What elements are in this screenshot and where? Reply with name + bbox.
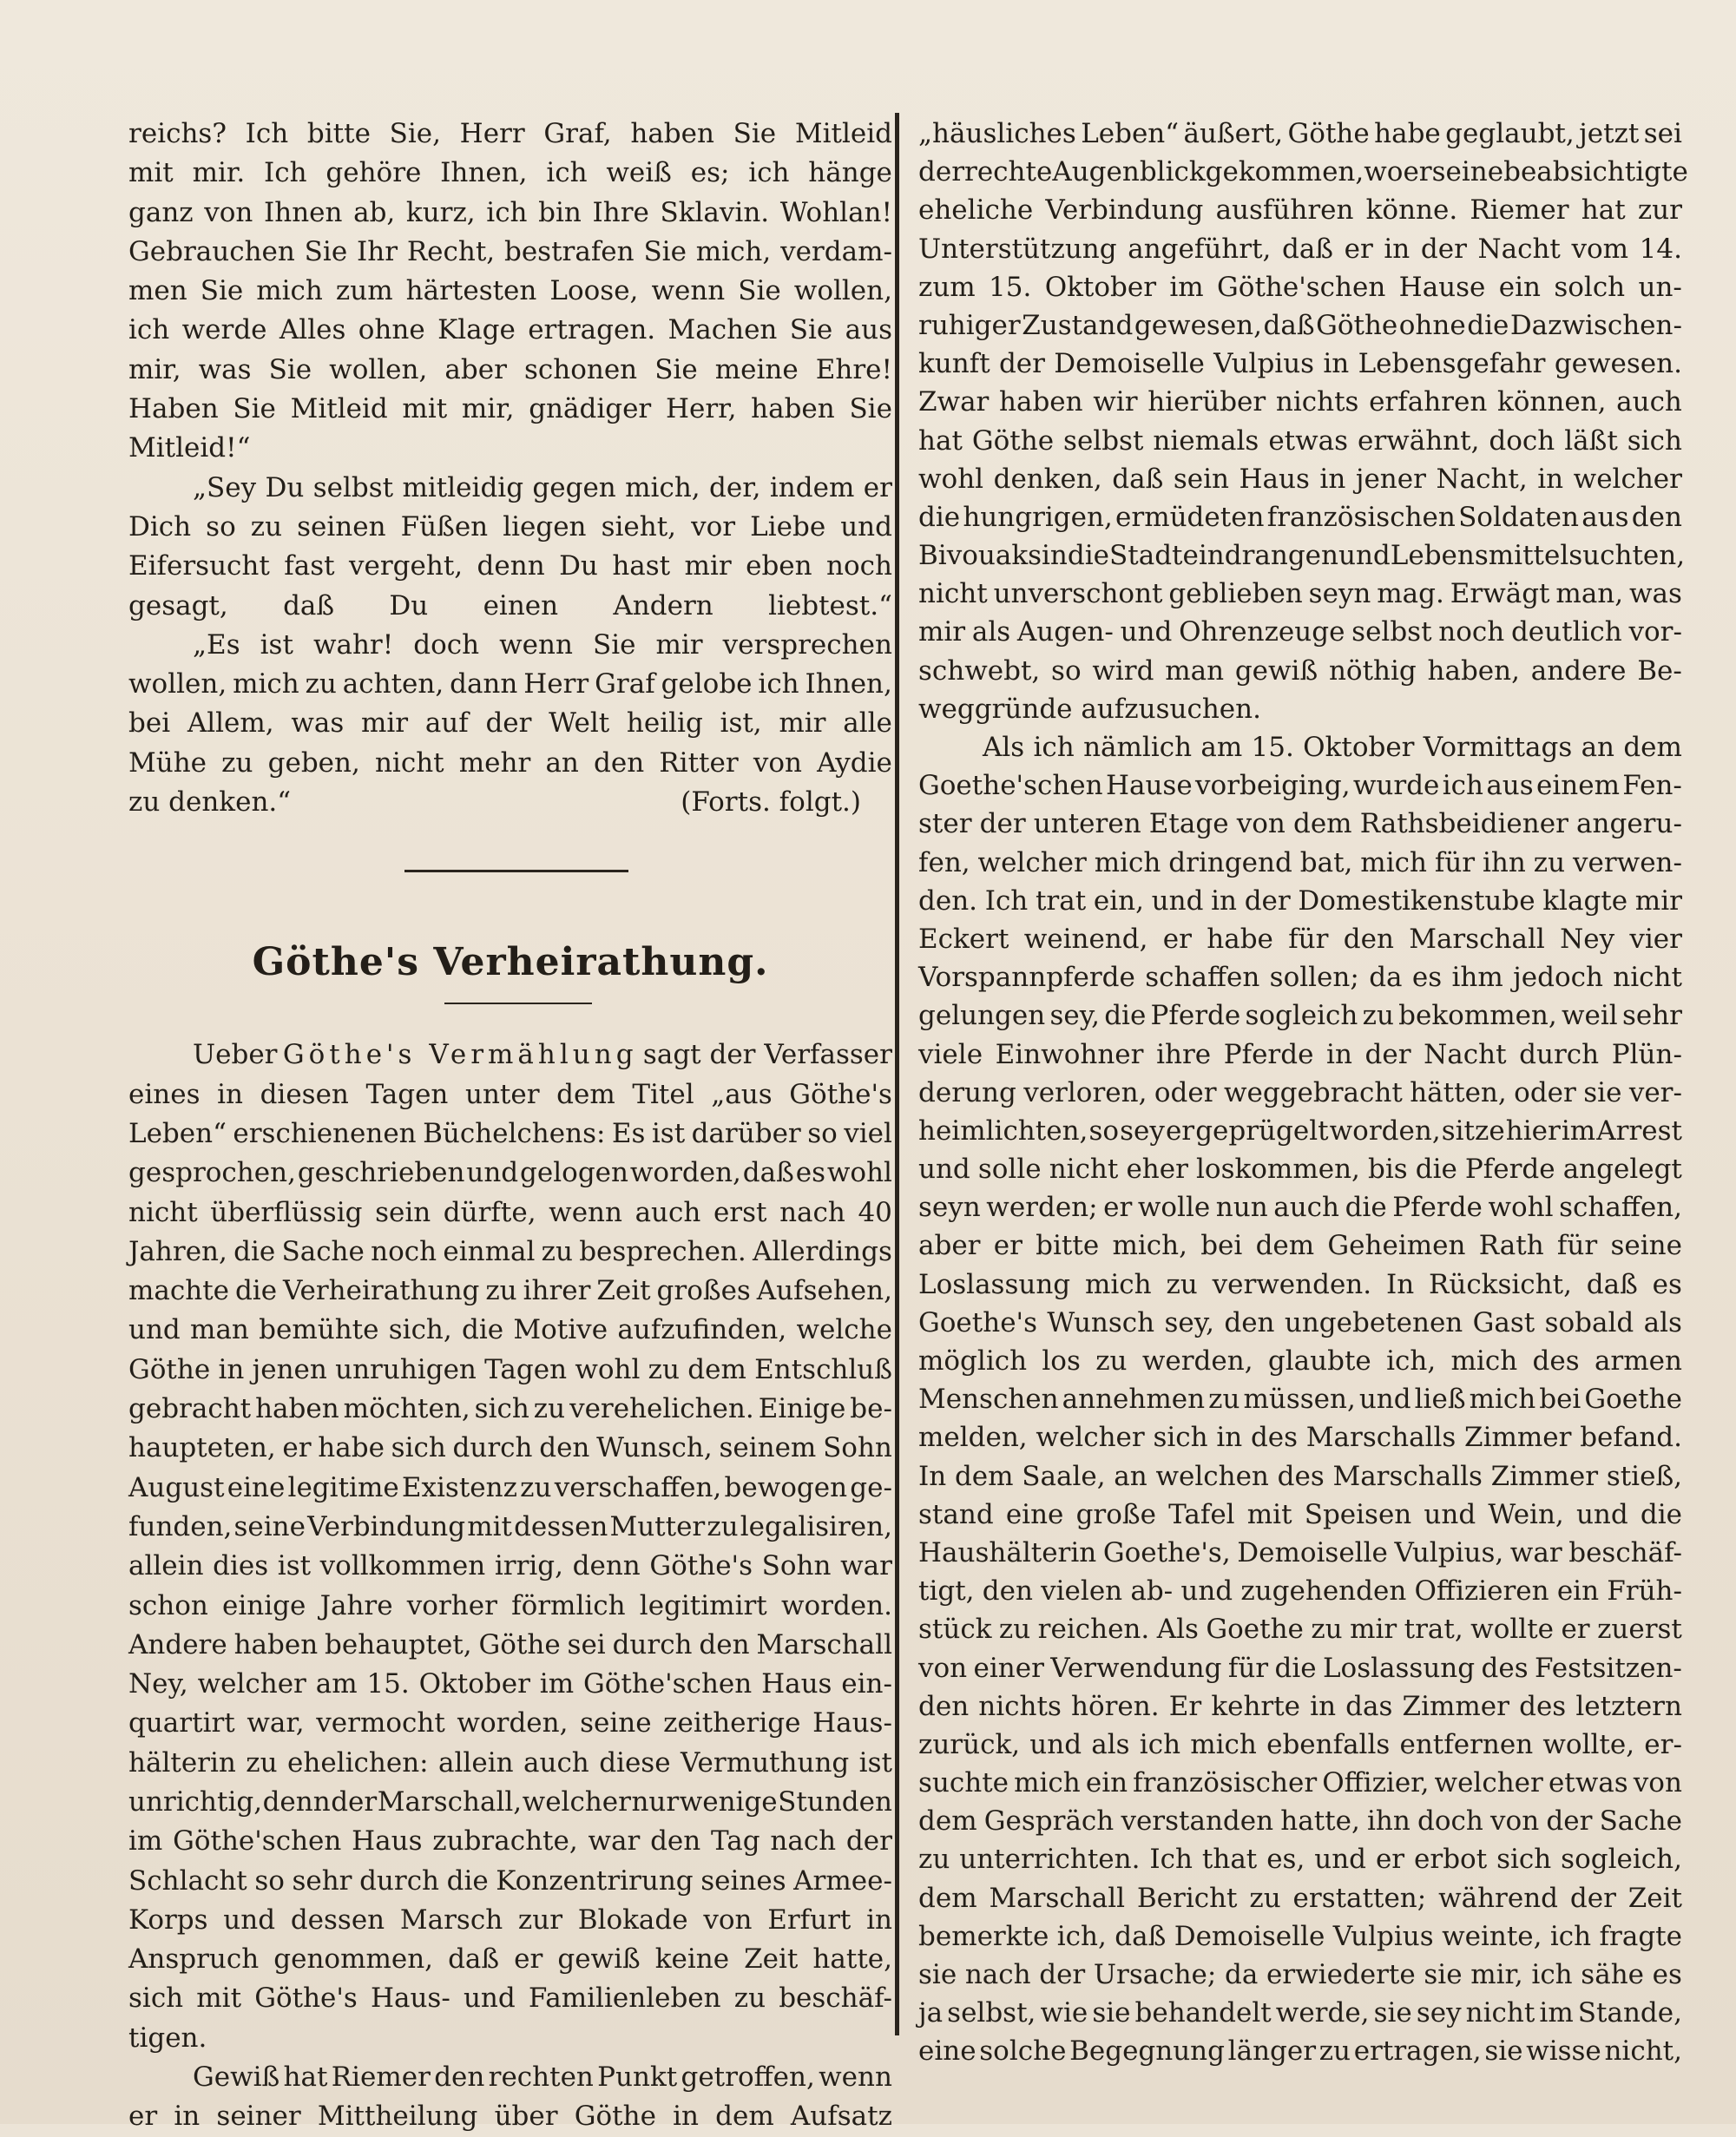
column-rule	[895, 113, 899, 2035]
article-first-word: Ueber	[193, 1039, 278, 1071]
text-line: derung verloren, oder weggebracht hätten, oder sie ver-	[918, 1076, 1682, 1108]
article-lead-term: Göthe's Vermählung	[282, 1039, 638, 1071]
article-p1-last-line: tigen.	[128, 2022, 207, 2054]
text-line: men Sie mich zum härtesten Loose, wenn Sie wollen,	[128, 275, 892, 307]
text-line: viele Einwohner ihre Pferde in der Nacht durch Plün-	[918, 1038, 1682, 1070]
text-line: und man bemühte sich, die Motive aufzufinden, welche	[128, 1314, 892, 1346]
text-line: „häusliches Leben“ äußert, Göthe habe geglaubt, jetzt sei	[918, 118, 1682, 149]
text-line: mir, was Sie wollen, aber schonen Sie meine Ehre!	[128, 353, 892, 385]
text-line: hat Göthe selbst niemals etwas erwähnt, doch läßt sich	[918, 424, 1682, 457]
text-line: dem Marschall Bericht zu erstatten; während der Zeit	[918, 1882, 1682, 1914]
text-line: kunft der Demoiselle Vulpius in Lebensgefahr gewesen.	[918, 348, 1682, 380]
text-line: bemerkte ich, daß Demoiselle Vulpius weinte, ich fragte	[918, 1920, 1682, 1952]
article-continued-last-line: weggründe aufzusuchen.	[918, 693, 1261, 725]
story-paragraph-2	[128, 469, 892, 626]
text-line: Als ich nämlich am 15. Oktober Vormittags an dem	[983, 732, 1682, 763]
text-line: die hungrigen, ermüdeten französischen Soldaten aus den	[918, 501, 1682, 533]
text-line: möglich los zu werden, glaubte ich, mich des armen	[918, 1345, 1682, 1377]
text-line: Zwar haben wir hierüber nichts erfahren können, auch	[918, 386, 1682, 418]
text-line: Eckert weinend, er habe für den Marschall Ney vier	[918, 923, 1682, 955]
text-line: eines in diesen Tagen unter dem Titel „aus Göthe's	[128, 1078, 892, 1110]
article-first-rest: sagt der Verfasser	[642, 1039, 892, 1071]
text-line: mir als Augen- und Ohrenzeuge selbst noch deutlich vor-	[918, 616, 1682, 648]
article-eyewitness-paragraph	[918, 728, 1682, 2071]
text-line: nicht überflüssig sein dürfte, wenn auch erst nach 40	[128, 1196, 892, 1228]
text-line: mit mir. Ich gehöre Ihnen, ich weiß es; ich hänge	[128, 157, 892, 189]
text-line: gesprochen, geschrieben und gelogen worden, daß es wohl	[128, 1157, 892, 1189]
title-underline	[444, 1003, 592, 1004]
text-line: Gebrauchen Sie Ihr Recht, bestrafen Sie mich, verdam-	[128, 235, 892, 267]
story-ending-line	[128, 783, 892, 822]
text-line: Eifersucht fast vergeht, denn Du hast mir eben noch	[128, 550, 892, 582]
text-line: von einer Verwendung für die Loslassung des Festsitzen-	[918, 1652, 1682, 1684]
text-line: der rechte Augenblick gekommen, wo er seine beabsichtigte	[918, 156, 1688, 188]
text-line: Andere haben behauptet, Göthe sei durch den Marschall	[128, 1628, 892, 1660]
text-line: August eine legitime Existenz zu verschaffen, bewogen ge-	[128, 1471, 892, 1503]
text-line: stück zu reichen. Als Goethe zu mir trat, wollte er zuerst	[918, 1614, 1682, 1646]
section-divider	[404, 870, 628, 872]
text-line: gesagt, daß Du einen Andern liebtest.“	[128, 589, 892, 621]
text-line: In dem Saale, an welchen des Marschalls Zimmer stieß,	[918, 1460, 1682, 1492]
text-line: schwebt, so wird man gewiß nöthig haben, andere Be-	[918, 654, 1682, 687]
text-line: reichs? Ich bitte Sie, Herr Graf, haben Sie Mitleid	[128, 118, 892, 149]
text-line: Mühe zu geben, nicht mehr an den Ritter von Aydie	[128, 746, 892, 779]
text-line: Ney, welcher am 15. Oktober im Göthe'schen Haus ein-	[128, 1668, 892, 1700]
text-line: funden, seine Verbindung mit dessen Mutter zu legalisiren,	[128, 1510, 892, 1542]
text-line: nicht unverschont geblieben seyn mag. Erwägt man, was	[918, 578, 1682, 610]
text-line: den nichts hören. Er kehrte in das Zimmer des letztern	[918, 1690, 1682, 1722]
right-column	[918, 115, 1688, 2071]
text-line: bei Allem, was mir auf der Welt heilig ist, mir alle	[128, 707, 892, 740]
text-line: Haben Sie Mitleid mit mir, gnädiger Herr, haben Sie	[128, 393, 892, 425]
text-line: und solle nicht eher loskommen, bis die Pferde angelegt	[918, 1154, 1682, 1186]
text-line: Goethe'schen Hause vorbeiging, wurde ich aus einem Fen-	[918, 770, 1682, 802]
text-line: Gewiß hat Riemer den rechten Punkt getroffen, wenn	[193, 2061, 892, 2094]
text-line: suchte mich ein französischer Offizier, welcher etwas von	[918, 1767, 1682, 1799]
text-line: hälterin zu ehelichen: allein auch diese Vermuthung ist	[128, 1746, 892, 1779]
text-line: seyn werden; er wolle nun auch die Pferde wohl schaffen,	[918, 1192, 1682, 1224]
article-paragraph-1	[128, 1075, 892, 2019]
text-line: Dich so zu seinen Füßen liegen sieht, vor Liebe und	[128, 510, 892, 542]
text-line: ruhiger Zustand gewesen, daß Göthe ohne die Dazwischen-	[918, 309, 1682, 341]
text-line: den. Ich trat ein, und in der Domestikenstube klagte mir	[918, 884, 1682, 917]
story-last-line: zu denken.“	[128, 786, 292, 819]
text-line: „Sey Du selbst mitleidig gegen mich, der, indem er	[193, 471, 892, 503]
text-line: eheliche Verbindung ausführen könne. Riemer hat zur	[918, 194, 1682, 227]
text-line: allein dies ist vollkommen irrig, denn Göthe's Sohn war	[128, 1550, 892, 1582]
article-title: Göthe's Verheirathung.	[252, 940, 769, 985]
article-first-line	[128, 1036, 892, 1075]
text-line: heimlichten, so sey er geprügelt worden, sitze hier im Arrest	[918, 1115, 1682, 1147]
text-line: sich mit Göthe's Haus- und Familienleben zu beschäf-	[128, 1982, 892, 2015]
text-line: ja selbst, wie sie behandelt werde, sie sey nicht im Stande,	[918, 1997, 1682, 2029]
text-line: Göthe in jenen unruhigen Tagen wohl zu dem Entschluß	[128, 1353, 892, 1385]
text-line: aber er bitte mich, bei dem Geheimen Rath für seine	[918, 1230, 1682, 1262]
text-line: melden, welcher sich in des Marschalls Zimmer befand.	[918, 1422, 1682, 1454]
text-line: Mitleid!“	[128, 432, 251, 464]
text-line: Anspruch genommen, daß er gewiß keine Zeit hatte,	[128, 1943, 892, 1976]
text-line: Jahren, die Sache noch einmal zu besprechen. Allerdings	[128, 1235, 892, 1267]
text-line: schon einige Jahre vorher förmlich legitimirt worden.	[128, 1589, 892, 1621]
text-line: wohl denken, daß sein Haus in jener Nacht, in welcher	[918, 463, 1682, 495]
text-line: er in seiner Mittheilung über Göthe in dem Aufsatz	[128, 2101, 892, 2133]
text-line: Loslassung mich zu verwenden. In Rücksicht, daß es	[918, 1268, 1682, 1300]
text-line: sie nach der Ursache; da erwiederte sie mir, ich sähe es	[918, 1959, 1682, 1990]
article-continued-paragraph	[918, 115, 1688, 690]
text-line: ich werde Alles ohne Klage ertragen. Machen Sie aus	[128, 314, 892, 346]
text-line: stand eine große Tafel mit Speisen und Wein, und die	[918, 1498, 1682, 1530]
text-line: zum 15. Oktober im Göthe'schen Hause ein solch un-	[918, 271, 1682, 303]
continuation-note: (Forts. folgt.)	[681, 786, 861, 819]
text-line: Menschen annehmen zu müssen, und ließ mich bei Goethe	[918, 1384, 1682, 1416]
text-line: fen, welcher mich dringend bat, mich für ihn zu verwen-	[918, 846, 1682, 878]
article-paragraph-2	[128, 2058, 892, 2137]
story-paragraph-3	[128, 626, 892, 783]
text-line: tigt, den vielen ab- und zugehenden Offizieren ein Früh-	[918, 1575, 1682, 1608]
text-line: Goethe's Wunsch sey, den ungebetenen Gast sobald als	[918, 1306, 1682, 1338]
text-line: wollen, mich zu achten, dann Herr Graf gelobe ich Ihnen,	[128, 668, 892, 700]
text-line: ster der unteren Etage von dem Rathsbeidiener angeru-	[918, 808, 1682, 840]
left-column	[128, 115, 892, 2137]
text-line: Unterstützung angeführt, daß er in der Nacht vom 14.	[918, 233, 1682, 265]
text-line: zu unterrichten. Ich that es, und er erbot sich sogleich,	[918, 1844, 1682, 1876]
text-line: Haushälterin Goethe's, Demoiselle Vulpius, war beschäf-	[918, 1536, 1682, 1568]
text-line: eine solche Begegnung länger zu ertragen, sie wisse nicht,	[918, 2035, 1682, 2068]
text-line: gelungen sey, die Pferde sogleich zu bekommen, weil sehr	[918, 1000, 1682, 1032]
text-line: Leben“ erschienenen Büchelchens: Es ist darüber so viel	[128, 1117, 892, 1149]
text-line: zurück, und als ich mich ebenfalls entfernen wollte, er-	[918, 1728, 1682, 1760]
text-line: ganz von Ihnen ab, kurz, ich bin Ihre Sklavin. Wohlan!	[128, 196, 892, 228]
text-line: Bivouaks in die Stadt eindrangen und Lebensmittel suchten,	[918, 540, 1686, 572]
story-continuation	[128, 115, 892, 469]
text-line: im Göthe'schen Haus zubrachte, war den Tag nach der	[128, 1825, 892, 1858]
text-line: quartirt war, vermocht worden, seine zeitherige Haus-	[128, 1707, 892, 1739]
text-line: gebracht haben möchten, sich zu verehelichen. Einige be-	[128, 1393, 892, 1425]
text-line: Korps und dessen Marsch zur Blokade von Erfurt in	[128, 1904, 892, 1936]
text-line: unrichtig, denn der Marschall, welcher nur wenige Stunden	[128, 1785, 892, 1818]
text-line: Vorspannpferde schaffen sollen; da es ihm jedoch nicht	[918, 962, 1682, 994]
text-line: „Es ist wahr! doch wenn Sie mir versprechen	[193, 628, 892, 661]
text-line: machte die Verheirathung zu ihrer Zeit großes Aufsehen,	[128, 1275, 892, 1307]
text-line: Schlacht so sehr durch die Konzentrirung seines Armee-	[128, 1864, 892, 1897]
text-line: haupteten, er habe sich durch den Wunsch, seinem Sohn	[128, 1432, 892, 1464]
text-line: dem Gespräch verstanden hatte, ihn doch von der Sache	[918, 1805, 1682, 1838]
